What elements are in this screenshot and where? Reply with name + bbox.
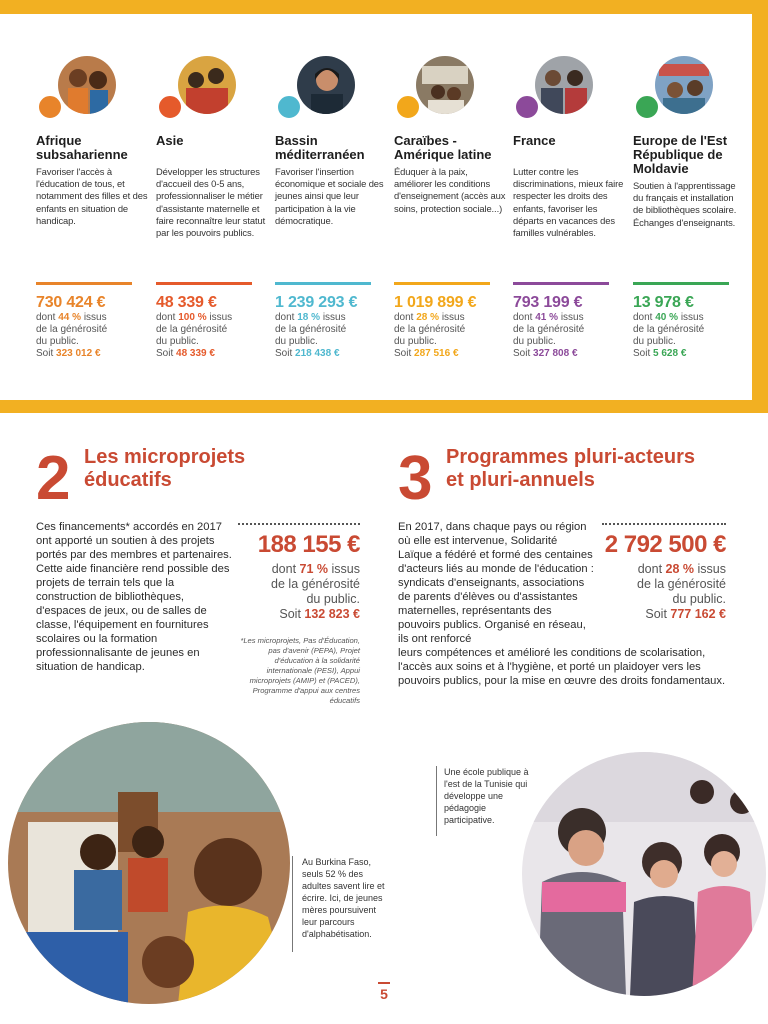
region-name: France [513, 133, 556, 148]
region-amount: 48 339 € [156, 294, 217, 311]
region-photo [535, 56, 593, 114]
region-photo [58, 56, 116, 114]
region-color-dot [275, 93, 303, 121]
section-2-body: Ces financements* accordés en 2017 ont apporté un soutien à des projets portés par des membres et partenaires. Cette aide financière rend possible des projets de terrain tels que la construction de bibliothèques, d'espaces de jeux, ou de salles de classe, l'équipement en fournitures scolaires ou la formation professionnalisante de jeunes en situation de handicap. [36, 521, 232, 673]
region-name: Caraïbes - Amérique latine [394, 133, 492, 162]
section-3-title-line2: et pluri-annuels [446, 469, 595, 491]
region-rule [156, 282, 252, 285]
region-soit-amount: 5 628 € [653, 348, 687, 359]
regions-panel [0, 14, 752, 400]
section-2-soit-amount: 132 823 € [304, 607, 360, 621]
region-rule [394, 282, 490, 285]
region-card-europe-est: Europe de l'Est République de Moldavie Soutien à l'apprentissage du français et installation de bibliothèques scolaire. Échanges d'enseignants. 13 978 € dont 40 % issus de la générosité du public. Soit 5 628 € [633, 56, 745, 276]
region-color-dot [394, 93, 422, 121]
region-rule [275, 282, 371, 285]
section-2-stats: dont 71 % issus de la générosité du public. Soit 132 823 € [271, 562, 360, 621]
region-card-afrique: Afrique subsaharienne Favoriser l'accès à l'éducation de tous, et notamment des filles et des enfants en situation de handicap. 730 424 € dont 44 % issus de la générosité du public. Soit 323 012 € [36, 56, 148, 276]
caption-tunisie: Une école publique à l'est de la Tunisie qui développe une pédagogie participative. [444, 767, 529, 825]
region-color-dot [633, 93, 661, 121]
region-rule [36, 282, 132, 285]
region-soit-amount: 327 808 € [533, 348, 578, 359]
section-2-title-line2: éducatifs [84, 469, 172, 491]
region-amount: 793 199 € [513, 294, 583, 311]
section-3-soit-amount: 777 162 € [670, 607, 726, 621]
region-card-mediterranee: Bassin méditerranéen Favoriser l'insertion économique et sociale des jeunes ainsi que leur participation à la vie démocratique. 1 239 293 € dont 18 % issus de la générosité du public. Soit 218 438 € [275, 56, 387, 276]
region-soit-amount: 48 339 € [176, 348, 215, 359]
region-photo [178, 56, 236, 114]
section-2-divider [238, 523, 360, 525]
region-soit-amount: 287 516 € [414, 348, 459, 359]
region-percent: 41 % [535, 312, 559, 323]
region-name: Europe de l'Est République de Moldavie [633, 133, 728, 176]
section-3-amount: 2 792 500 € [604, 531, 726, 558]
caption-burkina-faso: Au Burkina Faso, seuls 52 % des adultes savent lire et écrire. Ici, de jeunes mères poursuivent leur parcours d'alphabétisation. [302, 857, 385, 939]
section-3-stats: dont 28 % issus de la générosité du public. Soit 777 162 € [637, 562, 726, 621]
region-percent: 18 % [297, 312, 321, 323]
region-description: Favoriser l'insertion économique et sociale des jeunes ainsi que leur participation à la vie démocratique. [275, 166, 384, 226]
region-photo [416, 56, 474, 114]
region-photo [297, 56, 355, 114]
section-3-body-continued: leurs compétences et amélioré les conditions de scolarisation, l'accès aux soins et à l'hygiène, et porté un plaidoyer vers les pouvoirs publics, pour la mise en œuvre des droits fondamentaux. [398, 647, 726, 687]
region-photo [655, 56, 713, 114]
region-description: Développer les structures d'accueil des 0-5 ans, professionnaliser le métier d'assistante maternelle et faire reconnaître leur statut par les pouvoirs publics. [156, 166, 266, 239]
region-amount: 1 239 293 € [275, 294, 358, 311]
region-soit-amount: 323 012 € [56, 348, 101, 359]
region-description: Lutter contre les discriminations, mieux faire respecter les droits des enfants, favoriser les départs en vacances des familles vulnérables. [513, 166, 624, 239]
region-amount: 13 978 € [633, 294, 694, 311]
region-description: Favoriser l'accès à l'éducation de tous, et notamment des filles et des enfants en situation de handicap. [36, 166, 148, 226]
region-color-dot [156, 93, 184, 121]
caption-divider [436, 766, 437, 836]
region-description: Soutien à l'apprentissage du français et installation de bibliothèques scolaire. Échanges d'enseignants. [633, 180, 737, 228]
page-number-rule [378, 982, 390, 984]
section-3-percent: 28 % [665, 562, 695, 576]
region-card-france: France Lutter contre les discriminations, mieux faire respecter les droits des enfants, favoriser les départs en vacances des familles vulnérables. 793 199 € dont 41 % issus de la générosité du public. Soit 327 808 € [513, 56, 625, 276]
section-2-title-line1: Les microprojets [84, 446, 246, 468]
section-2-footnote: *Les microprojets, Pas d'Éducation, pas d'avenir (PEPA), Projet d'éducation à la solidarité internationale (PESI), Appui microprojets (AMIP) et (PACED), Programme d'appui aux centres éducatifs [240, 636, 360, 705]
section-3-divider [602, 523, 726, 525]
region-name: Asie [156, 133, 184, 148]
section-2-amount: 188 155 € [257, 531, 360, 558]
region-soit-amount: 218 438 € [295, 348, 340, 359]
photo-burkina-faso [8, 722, 290, 1004]
region-name: Bassin méditerranéen [275, 133, 365, 162]
region-color-dot [513, 93, 541, 121]
region-description: Éduquer à la paix, améliorer les conditions d'enseignement (accès aux soins, protection sociale...) [394, 166, 506, 214]
photo-tunisie [522, 752, 766, 996]
region-amount: 730 424 € [36, 294, 106, 311]
caption-divider [292, 856, 293, 952]
region-card-asie: Asie Développer les structures d'accueil des 0-5 ans, professionnaliser le métier d'assistante maternelle et faire reconnaître leur statut par les pouvoirs publics. 48 339 € dont 100 % issus de la générosité du public. Soit 48 339 € [156, 56, 268, 276]
region-percent: 28 % [416, 312, 440, 323]
region-percent: 100 % [178, 312, 207, 323]
region-percent: 40 % [655, 312, 679, 323]
section-2-percent: 71 % [299, 562, 329, 576]
region-amount: 1 019 899 € [394, 294, 477, 311]
section-3-title-line1: Programmes pluri-acteurs [446, 446, 695, 468]
section-3-number: 3 [398, 444, 433, 513]
page-number: 5 [380, 986, 388, 1002]
section-2-number: 2 [36, 444, 71, 513]
region-percent: 44 % [58, 312, 82, 323]
region-color-dot [36, 93, 64, 121]
region-card-caraibes: Caraïbes - Amérique latine Éduquer à la paix, améliorer les conditions d'enseignement (accès aux soins, protection sociale...) 1 019 899 € dont 28 % issus de la générosité du public. Soit 287 516 € [394, 56, 506, 276]
region-name: Afrique subsaharienne [36, 133, 128, 162]
region-rule [633, 282, 729, 285]
region-rule [513, 282, 609, 285]
section-3-body: En 2017, dans chaque pays ou région où elle est intervenue, Solidarité Laïque a fédéré et formé des centaines d'acteurs liés au monde de l'éducation : syndicats d'enseignants, associations de parents d'élèves ou d'assistantes maternelles, représentants des pouvoirs publics. Organisé en réseau, ils ont renforcé [398, 521, 594, 645]
